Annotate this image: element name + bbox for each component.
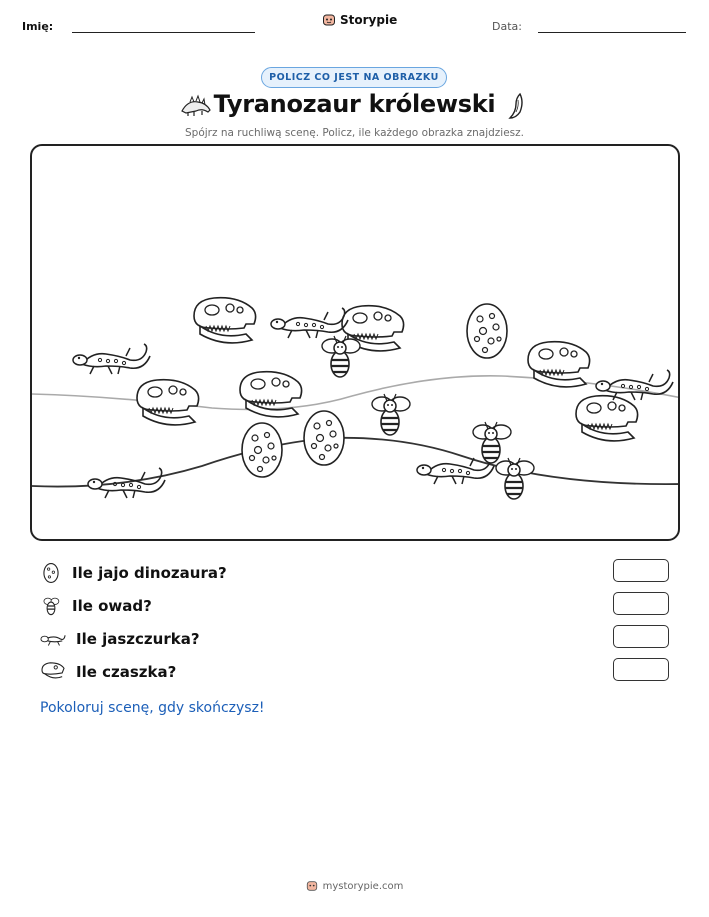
question-text: Ile owad? xyxy=(72,597,152,615)
question-text: Ile jaszczurka? xyxy=(76,630,200,648)
storypie-mascot-icon xyxy=(322,13,336,27)
bee-icon xyxy=(40,595,62,617)
skull-item xyxy=(240,372,302,417)
brand-logo xyxy=(322,13,397,27)
counting-scene xyxy=(30,144,680,541)
date-label: Data: xyxy=(492,20,522,33)
bee-item xyxy=(496,458,534,499)
page-title: Tyranozaur królewski xyxy=(213,90,496,118)
answer-box-eggs[interactable] xyxy=(613,559,669,582)
egg-item xyxy=(242,423,282,477)
skull-item xyxy=(137,380,199,425)
storypie-mascot-icon xyxy=(306,880,318,892)
skull-icon xyxy=(40,661,66,683)
question-bees xyxy=(40,595,152,617)
footer xyxy=(0,880,709,892)
footer-url[interactable]: mystorypie.com xyxy=(322,880,404,892)
name-label: Imię: xyxy=(22,20,54,33)
answer-box-lizards[interactable] xyxy=(613,625,669,648)
lizard-item xyxy=(73,344,150,374)
question-text: Ile jajo dinozaura? xyxy=(72,564,227,582)
bee-item xyxy=(372,394,410,435)
tooth-icon xyxy=(506,92,528,120)
lizard-icon xyxy=(40,628,66,650)
question-lizards xyxy=(40,628,200,650)
coloring-note: Pokoloruj scenę, gdy skończysz! xyxy=(40,700,265,716)
answer-box-bees[interactable] xyxy=(613,592,669,615)
answer-box-skulls[interactable] xyxy=(613,658,669,681)
lizard-item xyxy=(271,308,348,338)
lizard-item xyxy=(417,454,494,484)
name-field[interactable] xyxy=(72,32,255,33)
question-skulls xyxy=(40,661,176,683)
skull-item xyxy=(194,298,256,343)
egg-icon xyxy=(40,562,62,584)
question-eggs xyxy=(40,562,227,584)
activity-badge: POLICZ CO JEST NA OBRAZKU xyxy=(261,67,447,88)
scene-artwork xyxy=(32,146,680,541)
skull-item xyxy=(576,396,638,441)
date-field[interactable] xyxy=(538,32,686,33)
skull-item xyxy=(528,342,590,387)
brand-name: Storypie xyxy=(340,13,398,27)
bee-item xyxy=(322,336,360,377)
instructions: Spójrz na ruchliwą scenę. Policz, ile każdego obrazka znajdziesz. xyxy=(185,127,524,139)
egg-item xyxy=(304,411,344,465)
question-text: Ile czaszka? xyxy=(76,663,177,681)
egg-item xyxy=(467,304,507,358)
bee-item xyxy=(473,422,511,463)
